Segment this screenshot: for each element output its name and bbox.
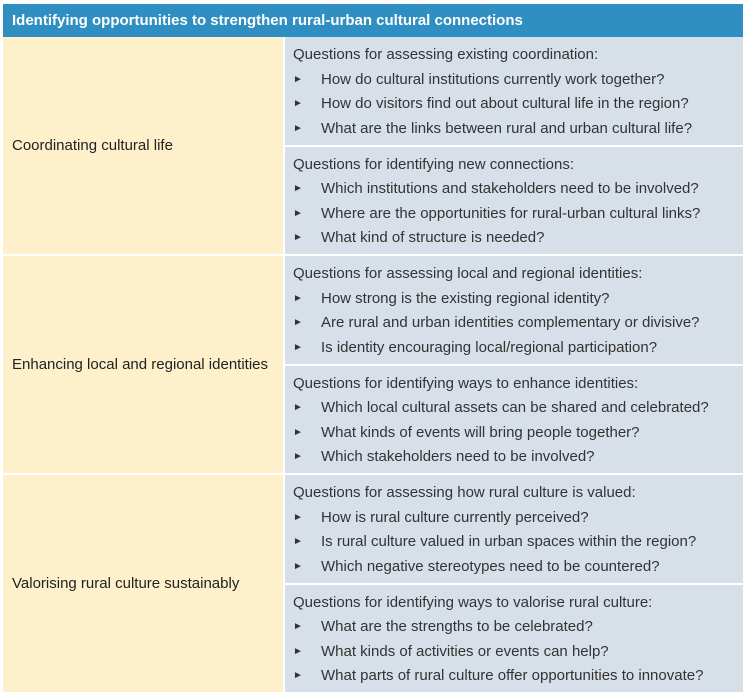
bullet-arrow-icon: ► [293,451,321,462]
list-item [293,201,743,226]
question-heading: Questions for identifying new connections: [293,153,743,177]
list-item [293,505,743,530]
bullet-arrow-icon: ► [293,293,321,304]
list-item [293,554,743,579]
list-item-text: What parts of rural culture offer opportunities to innovate? [321,667,703,684]
bullet-arrow-icon: ► [293,74,321,85]
list-item [293,639,743,664]
bullet-arrow-icon: ► [293,670,321,681]
opportunities-table [3,4,743,692]
list-item-text: What are the links between rural and urban cultural life? [321,120,692,137]
question-block [285,583,743,692]
list-item-text: How strong is the existing regional identity? [321,290,610,307]
row-questions [285,37,743,254]
list-item [293,445,743,470]
table-row [3,256,743,475]
question-block [285,475,743,583]
bullet-arrow-icon: ► [293,208,321,219]
list-item-text: Is rural culture valued in urban spaces within the region? [321,533,696,550]
list-item [293,116,743,141]
bullet-arrow-icon: ► [293,317,321,328]
row-label: Valorising rural culture sustainably [3,475,285,692]
bullet-arrow-icon: ► [293,183,321,194]
list-item-text: Which local cultural assets can be shared and celebrated? [321,399,709,416]
list-item-text: What kinds of events will bring people together? [321,424,640,441]
table-title: Identifying opportunities to strengthen rural-urban cultural connections [3,4,743,37]
list-item-text: Which institutions and stakeholders need to be involved? [321,180,699,197]
bullet-arrow-icon: ► [293,427,321,438]
bullet-arrow-icon: ► [293,123,321,134]
bullet-arrow-icon: ► [293,561,321,572]
list-item-text: What kind of structure is needed? [321,229,544,246]
list-item-text: How do visitors find out about cultural life in the region? [321,95,689,112]
bullet-arrow-icon: ► [293,536,321,547]
list-item [293,67,743,92]
list-item [293,335,743,360]
list-item [293,177,743,202]
list-item [293,92,743,117]
list-item-text: What kinds of activities or events can help? [321,643,609,660]
list-item-text: How do cultural institutions currently work together? [321,71,665,88]
question-heading: Questions for assessing local and regional identities: [293,262,743,286]
row-label: Enhancing local and regional identities [3,256,285,473]
list-item-text: What are the strengths to be celebrated? [321,618,593,635]
question-block [285,256,743,364]
list-item [293,226,743,251]
question-heading: Questions for assessing existing coordination: [293,43,743,67]
row-questions [285,475,743,692]
question-block [285,364,743,474]
list-item [293,286,743,311]
list-item-text: Is identity encouraging local/regional participation? [321,339,657,356]
list-item [293,530,743,555]
list-item [293,311,743,336]
bullet-arrow-icon: ► [293,98,321,109]
list-item-text: Where are the opportunities for rural-urban cultural links? [321,205,700,222]
row-questions [285,256,743,473]
bullet-arrow-icon: ► [293,512,321,523]
list-item-text: Which negative stereotypes need to be countered? [321,558,660,575]
list-item [293,396,743,421]
question-heading: Questions for assessing how rural culture is valued: [293,481,743,505]
list-item [293,664,743,689]
bullet-arrow-icon: ► [293,621,321,632]
question-heading: Questions for identifying ways to valorise rural culture: [293,591,743,615]
question-block [285,37,743,145]
list-item [293,420,743,445]
list-item-text: How is rural culture currently perceived? [321,509,589,526]
list-item [293,615,743,640]
bullet-arrow-icon: ► [293,342,321,353]
bullet-arrow-icon: ► [293,232,321,243]
question-heading: Questions for identifying ways to enhance identities: [293,372,743,396]
question-block [285,145,743,255]
list-item-text: Which stakeholders need to be involved? [321,448,595,465]
bullet-arrow-icon: ► [293,402,321,413]
bullet-arrow-icon: ► [293,646,321,657]
table-row [3,37,743,256]
row-label: Coordinating cultural life [3,37,285,254]
list-item-text: Are rural and urban identities complementary or divisive? [321,314,700,331]
table-row [3,475,743,692]
